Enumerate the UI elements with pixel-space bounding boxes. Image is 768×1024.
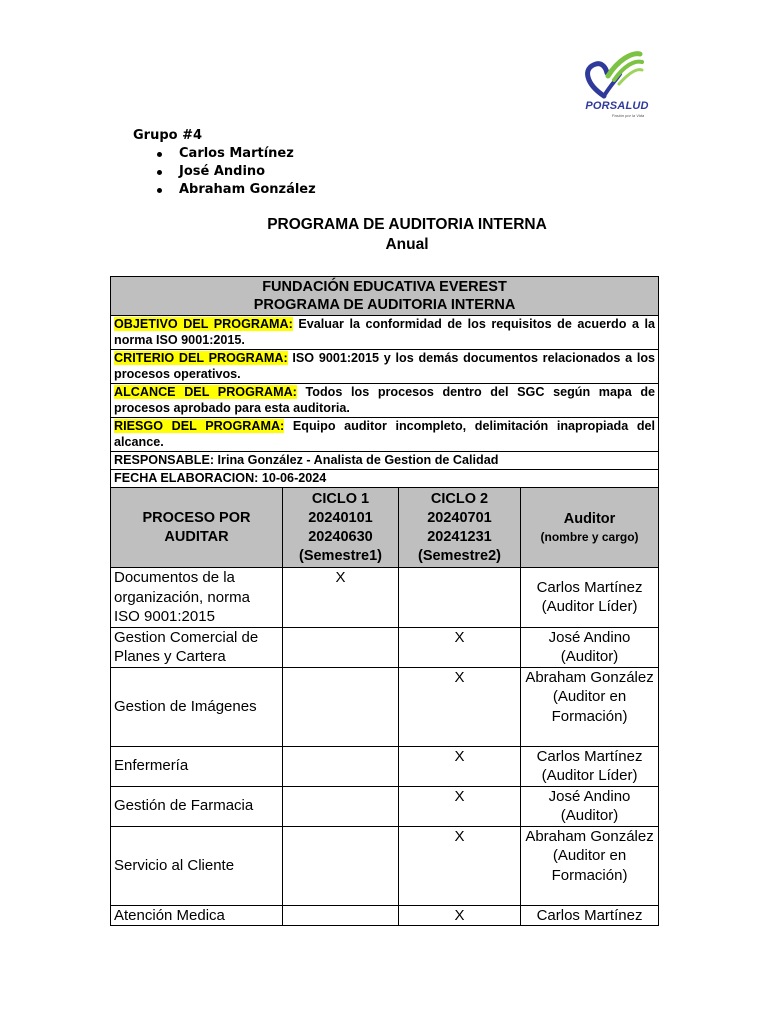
alcance-cell [111,384,659,418]
ciclo2-mark: X [399,627,521,667]
column-header-row [111,488,659,568]
table-row [111,746,659,786]
process-cell: Documentos de la organización, norma ISO 9001:2015 [111,568,283,628]
bullet-icon [157,188,162,193]
institution-name: FUNDACIÓN EDUCATIVA EVEREST [262,279,507,295]
member-name: Carlos Martínez [179,146,294,161]
table-row [111,627,659,667]
objetivo-cell [111,316,659,350]
riesgo-label: RIESGO DEL PROGRAMA: [114,419,285,433]
group-member [133,181,316,199]
member-name: Abraham González [179,182,316,197]
ciclo1-mark [283,786,399,826]
ciclo2-mark [399,568,521,628]
process-cell: Enfermería [111,746,283,786]
group-member [133,163,316,181]
col-header-ciclo2 [399,488,521,568]
riesgo-cell [111,418,659,452]
criterio-cell [111,350,659,384]
ciclo1-mark [283,627,399,667]
porsalud-logo [574,46,658,122]
audit-program-table [110,276,659,926]
criterio-label: CRITERIO DEL PROGRAMA: [114,351,288,365]
auditor-cell: Abraham González (Auditor en Formación) [521,826,659,905]
table-row [111,786,659,826]
group-section [133,127,316,199]
group-title: Grupo #4 [133,128,203,143]
auditor-cell: Carlos Martínez (Auditor Líder) [521,568,659,628]
process-cell: Gestion Comercial de Planes y Cartera [111,627,283,667]
ciclo2-title: CICLO 2 [430,490,489,507]
logo-brand-text: PORSALUD [585,100,649,112]
alcance-text: Todos los procesos dentro del SGC según mapa de procesos aprobado para esta auditoria. [114,385,656,415]
group-member [133,145,316,163]
objetivo-text: Evaluar la conformidad de los requisitos de acuerdo a la norma ISO 9001:2015. [114,317,656,347]
ciclo1-end: 20240630 [308,528,373,545]
ciclo1-start: 20240101 [308,509,373,526]
responsable-cell: RESPONSABLE: Irina González - Analista de Gestion de Calidad [111,452,659,470]
ciclo2-mark: X [399,826,521,905]
process-cell: Atención Medica [111,905,283,926]
objetivo-row [111,316,659,350]
ciclo1-mark [283,905,399,926]
logo-tagline: Pasión por la Vida [611,113,645,118]
heart-logo-icon [574,46,658,102]
auditor-cell: José Andino (Auditor) [521,627,659,667]
ciclo2-mark: X [399,746,521,786]
table-row [111,905,659,926]
ciclo1-mark [283,746,399,786]
auditor-cell: Carlos Martínez (Auditor Líder) [521,746,659,786]
riesgo-row [111,418,659,452]
table-row [111,667,659,746]
ciclo2-start: 20240701 [427,509,492,526]
col-header-auditor [521,488,659,568]
ciclo1-mark [283,667,399,746]
process-cell: Gestión de Farmacia [111,786,283,826]
group-member-list [133,145,316,199]
ciclo1-semester: (Semestre1) [298,547,382,564]
member-name: José Andino [179,164,266,179]
col-header-ciclo1 [283,488,399,568]
auditor-cell: José Andino (Auditor) [521,786,659,826]
table-row [111,826,659,905]
bullet-icon [157,170,162,175]
process-cell: Gestion de Imágenes [111,667,283,746]
alcance-row [111,384,659,418]
criterio-text: ISO 9001:2015 y los demás documentos relacionados a los procesos operativos. [114,351,656,381]
table-header [111,277,659,316]
ciclo1-title: CICLO 1 [311,490,370,507]
auditor-cell: Abraham González (Auditor en Formación) [521,667,659,746]
criterio-row [111,350,659,384]
program-name: PROGRAMA DE AUDITORIA INTERNA [253,297,516,313]
riesgo-text: Equipo auditor incompleto, delimitación inapropiada del alcance. [114,419,656,449]
page-subtitle: Anual [385,236,429,253]
auditor-title: Auditor [563,511,616,527]
ciclo2-end: 20241231 [427,528,492,545]
ciclo2-mark: X [399,905,521,926]
page-title: PROGRAMA DE AUDITORIA INTERNA [267,216,547,233]
objetivo-label: OBJETIVO DEL PROGRAMA: [114,317,293,331]
auditor-subtitle: (nombre y cargo) [540,530,639,544]
table-row [111,568,659,628]
ciclo2-mark: X [399,667,521,746]
col-header-proceso: PROCESO POR AUDITAR [111,488,283,568]
responsable-row [111,452,659,470]
ciclo2-semester: (Semestre2) [417,547,501,564]
ciclo1-mark: X [283,568,399,628]
table-header-row [111,277,659,316]
fecha-row [111,470,659,488]
auditor-cell: Carlos Martínez [521,905,659,926]
process-cell: Servicio al Cliente [111,826,283,905]
ciclo2-mark: X [399,786,521,826]
alcance-label: ALCANCE DEL PROGRAMA: [114,385,297,399]
ciclo1-mark [283,826,399,905]
fecha-cell: FECHA ELABORACION: 10-06-2024 [111,470,659,488]
bullet-icon [157,152,162,157]
